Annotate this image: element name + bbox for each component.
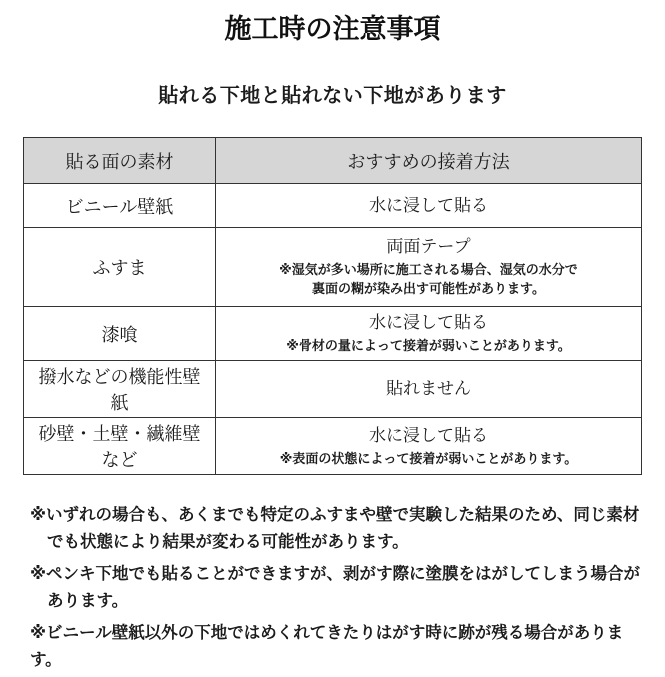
table-row-plaster	[24, 307, 642, 361]
material-cell: ビニール壁紙	[24, 184, 216, 228]
method-note	[222, 449, 635, 468]
method-main-text: 貼れません	[386, 379, 471, 399]
method-cell	[216, 418, 642, 475]
footnotes-section	[30, 502, 645, 674]
footnote-line: ※ペンキ下地でも貼ることができますが、剥がす際に塗膜をはがしてしまう場合が	[30, 565, 641, 584]
footnote-paint-base	[30, 561, 645, 615]
method-note-line: 裏面の糊が染み出す可能性があります。	[312, 281, 545, 297]
method-note-line: ※湿気が多い場所に施工される場合、湿気の水分で	[279, 262, 578, 278]
material-cell: 砂壁・土壁・繊維壁など	[24, 418, 216, 475]
material-cell: 漆喰	[24, 307, 216, 361]
header-cell-material: 貼る面の素材	[24, 138, 216, 184]
method-note-line: ※表面の状態によって接着が弱いことがあります。	[279, 450, 578, 466]
method-main-text: 水に浸して貼る	[369, 195, 488, 215]
method-main-text: 両面テープ	[386, 237, 471, 257]
adhesion-method-table	[23, 137, 642, 475]
table-row-vinyl-wallpaper	[24, 184, 642, 228]
method-note	[222, 260, 635, 298]
method-note-line: ※骨材の量によって接着が弱いことがあります。	[286, 338, 571, 354]
footnote-line: ※いずれの場合も、あくまでも特定のふすまや壁で実験した結果のため、同じ素材	[30, 506, 640, 525]
header-cell-method: おすすめの接着方法	[216, 138, 642, 184]
footnote-line: でも状態により結果が変わる可能性があります。	[47, 533, 409, 552]
footnote-general-result	[30, 502, 645, 556]
footnote-line: ※ビニール壁紙以外の下地ではめくれてきたりはがす時に跡が残る場合があります。	[30, 624, 624, 670]
footnote-line: あります。	[47, 592, 129, 611]
method-cell	[216, 228, 642, 307]
material-cell: 撥水などの機能性壁紙	[24, 361, 216, 418]
method-note	[222, 336, 635, 355]
page-title: 施工時の注意事項	[224, 14, 441, 44]
footnote-non-vinyl-base	[30, 620, 645, 674]
method-cell	[216, 184, 642, 228]
table-row-sand-wall	[24, 418, 642, 475]
method-cell	[216, 307, 642, 361]
notice-page	[0, 12, 665, 677]
material-cell: ふすま	[24, 228, 216, 307]
method-main-text: 水に浸して貼る	[369, 425, 488, 445]
table-row-fusuma	[24, 228, 642, 307]
method-cell	[216, 361, 642, 418]
table-header-row	[24, 138, 642, 184]
table-row-functional-wallpaper	[24, 361, 642, 418]
page-subtitle: 貼れる下地と貼れない下地があります	[158, 85, 507, 108]
method-main-text: 水に浸して貼る	[369, 313, 488, 333]
